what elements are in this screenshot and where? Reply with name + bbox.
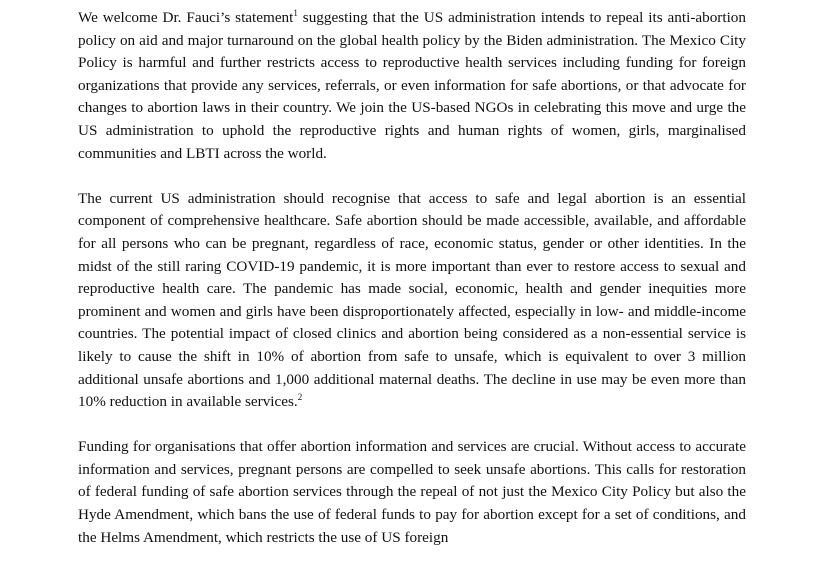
paragraph-1-text-start: We welcome Dr. Fauci’s statement (78, 9, 294, 26)
footnote-marker-1[interactable]: 1 (293, 8, 298, 18)
footnote-marker-2[interactable]: 2 (297, 392, 303, 403)
paragraph-1 (78, 7, 746, 165)
paragraph-2-text: The current US administration should recognise that access to safe and legal abortion is an essential component of comprehensive healthcare. Safe abortion should be made accessible, available, and affordable for all persons who can be pregnant, regardless of race, economic status, gender or other identities. In the midst of the still raring COVID-19 pandemic, it is more important than ever to restore access to sexual and reproductive health care. The pandemic has made social, economic, health and gender inequities more prominent and women and girls have been disproportionately affected, especially in low- and middle-income countries. The potential impact of closed clinics and abortion being considered as a non-essential service is likely to cause the shift in 10% of abortion from safe to unsafe, which is equivalent to over 3 million additional unsafe abortions and 1,000 additional maternal deaths. The decline in use may be even more than 10% reduction in available services. (78, 189, 746, 411)
paragraph-3-text: Funding for organisations that offer abortion information and services are crucial. Without access to accurate information and services, pregnant persons are compelled to seek unsafe abortions. This calls for restoration of federal funding of safe abortion services through the repeal of not just the Mexico City Policy but also the Hyde Amendment, which bans the use of federal funds to pay for abortion except for a set of conditions, and the Helms Amendment, which restricts the use of US foreign (78, 438, 746, 546)
paragraph-3 (78, 436, 746, 549)
paragraph-1-text-rest: suggesting that the US administration intends to repeal its anti-abortion policy on aid and major turnaround on the global health policy by the Biden administration. The Mexico City Policy is harmful and further restricts access to reproductive health services including funding for foreign organizations that provide any services, referrals, or even information for safe abortions, or that advocate for changes to abortion laws in their country. We join the US-based NGOs in celebrating this move and urge the US administration to uphold the reproductive rights and human rights of women, girls, marginalised communities and LBTI across the world. (78, 9, 746, 162)
document-page (78, 7, 746, 572)
paragraph-2 (78, 188, 746, 414)
